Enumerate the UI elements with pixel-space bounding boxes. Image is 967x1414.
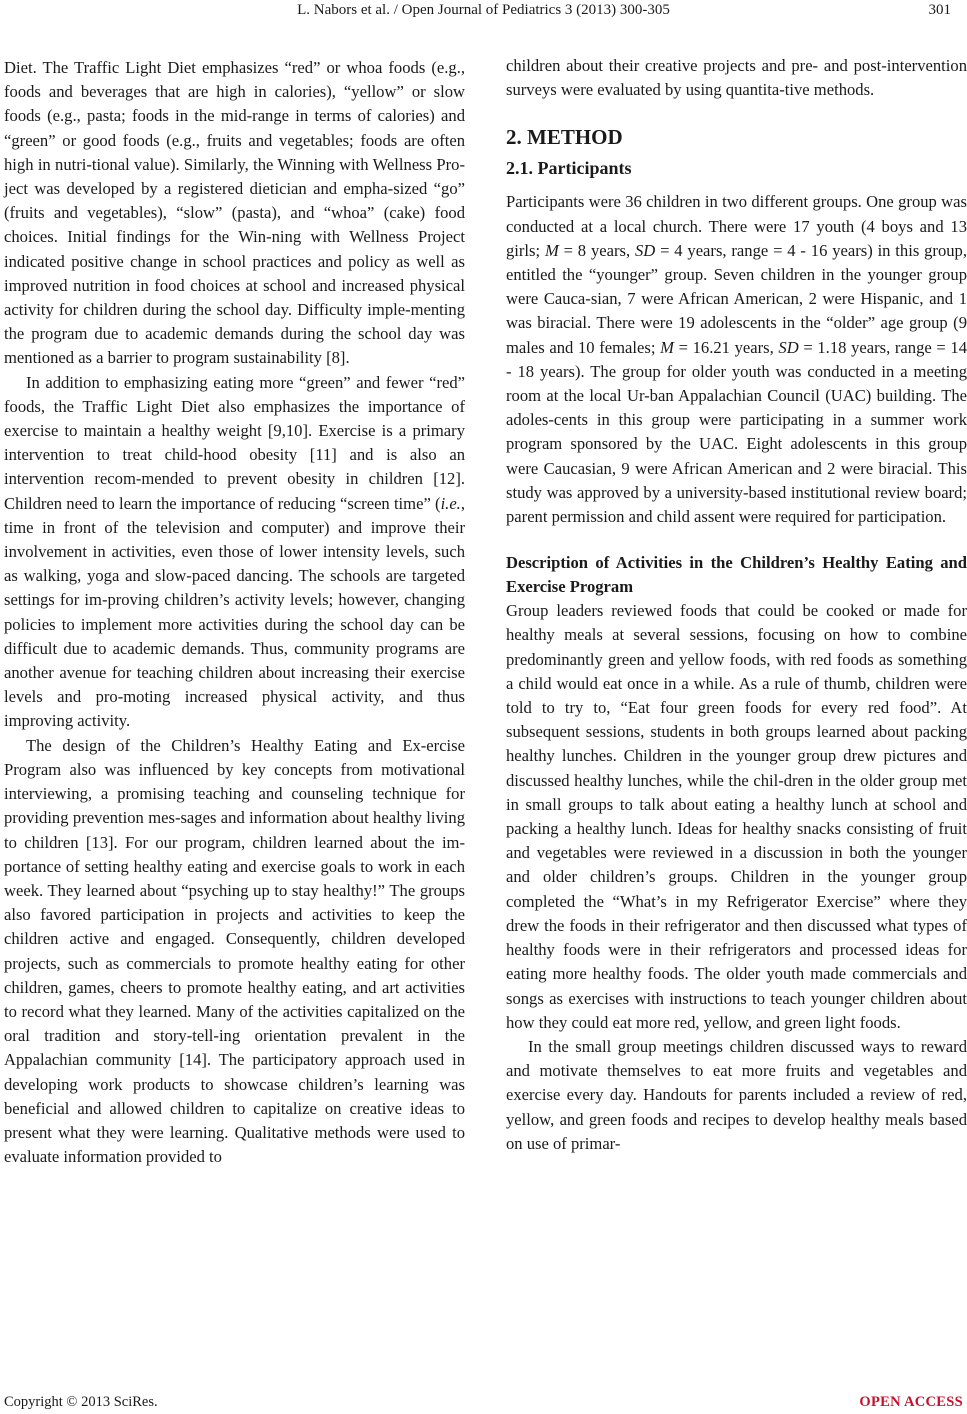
left-column bbox=[4, 56, 465, 1169]
paragraph bbox=[506, 190, 967, 529]
right-column bbox=[506, 54, 967, 1156]
subsection-heading: 2.1. Participants bbox=[506, 158, 632, 179]
bold-run-in-heading: Description of Activities in the Children’s Healthy Eating and Exercise Program bbox=[506, 553, 967, 597]
page-number: 301 bbox=[928, 2, 951, 18]
page-header bbox=[0, 0, 967, 28]
section-heading: 2. METHOD bbox=[506, 125, 623, 150]
text-run: , time in front of the television and computer) and improve their involvement in activities, even those of lower intensity levels, such as walking, yoga and slow-paced dancing. The schools are targeted settings for im-proving children’s activity levels; however, changing policies to implement more activities during the school day can be difficult due to academic demands. Thus, community programs are another avenue for teaching children about increasing their exercise levels and pro-moting increased physical activity, and thus improving activity. bbox=[4, 493, 465, 731]
paragraph: Group leaders reviewed foods that could be cooked or made for healthy meals at several sessions, focusing on how to combine predominantly green and yellow foods, with red foods as something a child would eat once in a while. As a rule of thumb, children were told to try to, “Eat four green foods for every red food”. At subsequent sessions, students in both groups learned about packing healthy lunches. Children in the younger group drew pictures and discussed healthy lunches, while the chil-dren in the older group met in small groups to talk about eating a healthy lunch at school and packing a healthy lunch. Ideas for healthy snacks consisting of fruit and vegetables were reviewed in a discussion in both the younger and older children’s groups. Children in the younger group completed the “What’s in my Refrigerator Exercise” where they drew the foods in their refrigerator and then discussed what types of healthy foods were in their refrigerators and processed ideas for eating more healthy foods. The older youth made commercials and songs as exercises with instructions to teach younger children about how they could eat more red, yellow, and green light foods. bbox=[506, 601, 967, 1032]
paragraph: children about their creative projects and pre- and post-intervention surveys were evaluated by using quantita-tive methods. bbox=[506, 56, 967, 100]
paragraph: Diet. The Traffic Light Diet emphasizes “red” or whoa foods (e.g., foods and beverages that are high in calories), “yellow” or slow foods (e.g., pasta; foods in the mid-range in terms of calories) and “green” or good foods (e.g., fruits and vegetables; foods are often high in nutri-tional value). Similarly, the Winning with Wellness Pro-ject was developed by a registered dietician and empha-sized “go” (fruits and vegetables), “slow” (pasta), and “whoa” (cake) food choices. Initial findings for the Win-ning with Wellness Project indicated positive change in school practices and policy as well as improved nutrition in food choices at school and increased physical activity for children during the school day. Difficulty imple-menting the program due to academic demands during the school day was mentioned as a barrier to program sustainability [8]. bbox=[4, 58, 465, 368]
open-access-badge: OPEN ACCESS bbox=[859, 1394, 963, 1410]
italic-text: M bbox=[544, 240, 559, 260]
paragraph bbox=[4, 371, 465, 734]
italic-text: i.e. bbox=[440, 493, 461, 513]
text-run: = 8 years, bbox=[558, 240, 635, 260]
text-run: = 1.18 years, range = 14 - 18 years). The group for older youth was conducted in a meeting room at the local Ur-ban Appalachian Council (UAC) building. The adoles-cents in this group were participating in a summer work program sponsored by the UAC. Eight adolescents in this group were Caucasian, 9 were African American and 2 were biracial. This study was approved by a university-based institutional review board; parent permission and child assent were required for participation. bbox=[506, 337, 967, 527]
running-title: L. Nabors et al. / Open Journal of Pediatrics 3 (2013) 300-305 bbox=[297, 2, 670, 18]
text-run: In addition to emphasizing eating more “green” and fewer “red” foods, the Traffic Light Diet also emphasizes the importance of exercise to maintain a healthy weight [9,10]. Exercise is a primary intervention to treat child-hood obesity [11] and is also an intervention recom-mended to prevent obesity in children [12]. Children need to learn the importance of reducing “screen time” ( bbox=[4, 372, 465, 513]
copyright-notice: Copyright © 2013 SciRes. bbox=[4, 1394, 158, 1410]
text-run: Participants were 36 children in two different groups. One group was conducted at a local church. There were 17 youth (4 boys and 13 girls; bbox=[506, 192, 967, 260]
italic-text: SD bbox=[634, 240, 656, 260]
text-run: = 4 years, range = 4 - 16 years) in this group, entitled the “younger” group. Seven children in the younger group were Cauca-sian, 7 were African American, 2 were Hispanic, and 1 was biracial. There were 19 adolescents in the “older” age group (9 males and 10 females; bbox=[506, 240, 967, 357]
paragraph: The design of the Children’s Healthy Eating and Ex-ercise Program also was influenced by key concepts from motivational interviewing, a promising teaching and counseling technique for providing prevention mes-sages and information about healthy living to children [13]. For our program, children learned about the im-portance of setting healthy eating and exercise goals to work in each week. They learned about “psyching up to stay healthy!” The groups also favored participation in projects and activities to keep the children active and engaged. Consequently, children developed projects, such as commercials to promote healthy eating for other children, games, cheers to promote healthy eating, and art activities to record what they learned. Many of the activities capitalized on the oral tradition and story-tell-ing orientation prevalent in the Appalachian community [14]. The participatory approach used in developing work products to showcase children’s learning was beneficial and allowed children to capitalize on creative ideas to present what they were learning. Qualitative methods were used to evaluate information provided to bbox=[4, 735, 465, 1167]
paragraph: In the small group meetings children discussed ways to reward and motivate themselves to eat more fruits and vegetables and exercise every day. Handouts for parents included a review of red, yellow, and green foods and recipes to develop healthy meals based on use of primar- bbox=[506, 1036, 967, 1153]
text-run: = 16.21 years, bbox=[673, 337, 779, 357]
italic-text: M bbox=[660, 337, 674, 357]
italic-text: SD bbox=[778, 337, 799, 357]
